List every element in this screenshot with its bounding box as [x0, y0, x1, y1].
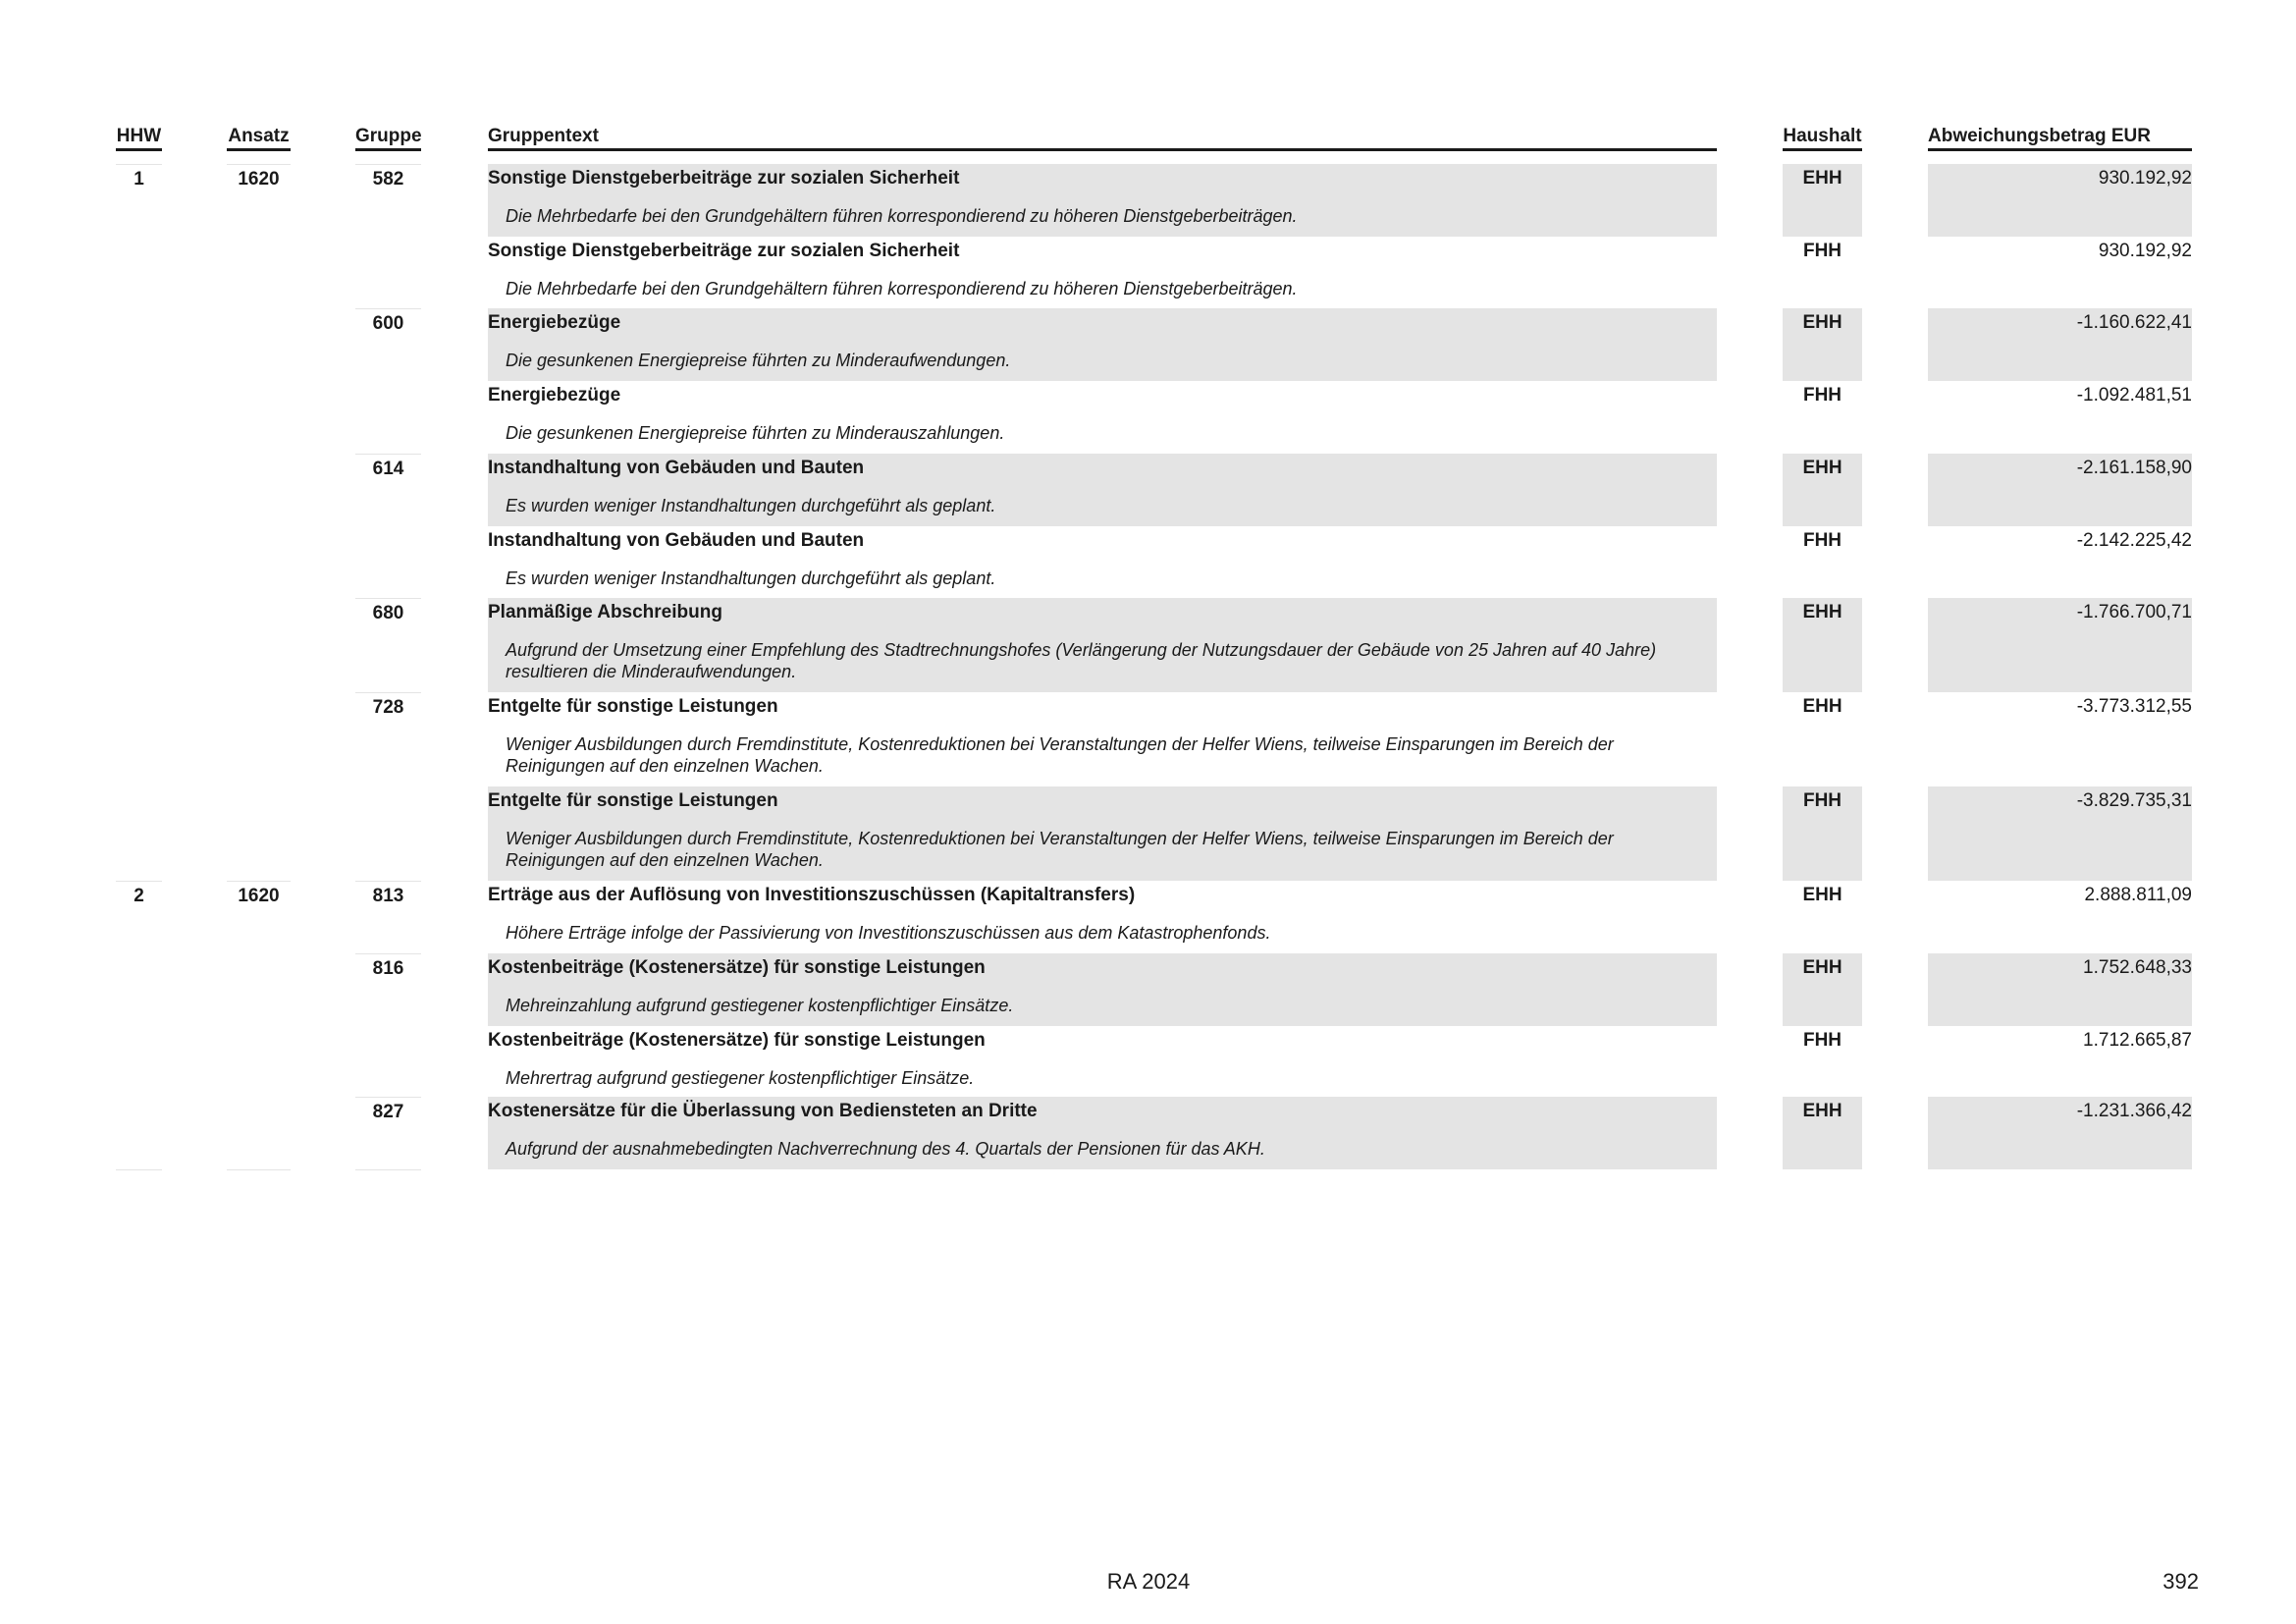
cell-ansatz: 1620 [227, 164, 291, 237]
cell-gruppe: 816 [355, 953, 421, 1026]
cell-gruppentext [488, 598, 1717, 692]
cell-betrag: 1.712.665,87 [2083, 1030, 2192, 1051]
cell-hhw [116, 692, 162, 786]
table-row [0, 881, 2296, 953]
cell-haushalt: EHH [1783, 598, 1862, 692]
page-number: 392 [2163, 1569, 2199, 1594]
row-title: Sonstige Dienstgeberbeiträge zur sozialen Sicherheit [488, 241, 960, 261]
cell-haushalt: FHH [1802, 1030, 1842, 1051]
cell-haushalt: FHH [1802, 530, 1842, 551]
cell-betrag: 930.192,92 [2098, 241, 2192, 261]
cell-hhw [116, 381, 162, 454]
cell-gruppentext [488, 692, 1717, 786]
cell-gruppe: 680 [355, 598, 421, 692]
cell-hhw [116, 1026, 162, 1097]
row-description: Mehreinzahlung aufgrund gestiegener kostenpflichtiger Einsätze. [506, 996, 1014, 1015]
cell-ansatz: 1620 [227, 881, 291, 953]
table-row [0, 164, 2296, 237]
cell-gruppe: 614 [355, 454, 421, 526]
cell-betrag: -1.092.481,51 [2076, 385, 2192, 406]
cell-gruppentext [488, 164, 1717, 237]
header-gruppe: Gruppe [355, 126, 421, 151]
end-line-hhw [116, 1169, 162, 1170]
row-title: Instandhaltung von Gebäuden und Bauten [488, 530, 865, 551]
row-title: Energiebezüge [488, 312, 621, 333]
cell-haushalt: EHH [1783, 953, 1862, 1026]
cell-gruppentext [488, 953, 1717, 1026]
cell-ansatz [227, 598, 291, 692]
cell-gruppe [355, 526, 421, 598]
table-row [0, 1026, 2296, 1097]
table-row [0, 786, 2296, 881]
cell-betrag: -2.161.158,90 [1928, 454, 2192, 526]
cell-gruppentext [488, 1097, 1717, 1169]
row-title: Entgelte für sonstige Leistungen [488, 696, 778, 717]
cell-hhw: 2 [116, 881, 162, 953]
cell-betrag: 1.752.648,33 [1928, 953, 2192, 1026]
cell-haushalt: FHH [1802, 241, 1842, 261]
cell-haushalt: EHH [1783, 1097, 1862, 1169]
row-title: Kostenbeiträge (Kostenersätze) für sonstige Leistungen [488, 957, 986, 978]
cell-hhw [116, 526, 162, 598]
row-title: Erträge aus der Auflösung von Investitionszuschüssen (Kapitaltransfers) [488, 885, 1136, 905]
table-row [0, 526, 2296, 598]
cell-gruppe: 600 [355, 308, 421, 381]
row-description: Höhere Erträge infolge der Passivierung von Investitionszuschüssen aus dem Katastrophenfonds. [506, 923, 1271, 943]
table-row [0, 1097, 2296, 1169]
row-title: Kostenersätze für die Überlassung von Bediensteten an Dritte [488, 1101, 1038, 1121]
cell-betrag: 930.192,92 [1928, 164, 2192, 237]
row-description: Die gesunkenen Energiepreise führten zu Minderauszahlungen. [506, 423, 1005, 443]
cell-ansatz [227, 308, 291, 381]
row-description: Mehrertrag aufgrund gestiegener kostenpflichtiger Einsätze. [506, 1068, 975, 1088]
cell-haushalt: EHH [1783, 308, 1862, 381]
cell-gruppe: 813 [355, 881, 421, 953]
table-row [0, 598, 2296, 692]
table-row [0, 953, 2296, 1026]
cell-hhw: 1 [116, 164, 162, 237]
cell-gruppentext [488, 237, 1717, 308]
cell-gruppentext [488, 1026, 1717, 1097]
row-title: Entgelte für sonstige Leistungen [488, 790, 778, 811]
cell-gruppe [355, 786, 421, 881]
table-row [0, 454, 2296, 526]
cell-gruppe: 728 [355, 692, 421, 786]
cell-ansatz [227, 786, 291, 881]
cell-gruppentext [488, 881, 1717, 953]
table-row [0, 381, 2296, 454]
cell-ansatz [227, 454, 291, 526]
cell-ansatz [227, 1026, 291, 1097]
cell-gruppe [355, 381, 421, 454]
end-line-ansatz [227, 1169, 291, 1170]
header-ansatz: Ansatz [227, 126, 291, 151]
row-description: Aufgrund der ausnahmebedingten Nachverrechnung des 4. Quartals der Pensionen für das AKH. [506, 1139, 1265, 1159]
cell-hhw [116, 786, 162, 881]
cell-gruppe: 582 [355, 164, 421, 237]
cell-ansatz [227, 237, 291, 308]
cell-ansatz [227, 953, 291, 1026]
row-title: Instandhaltung von Gebäuden und Bauten [488, 458, 865, 478]
row-description: Die Mehrbedarfe bei den Grundgehältern führen korrespondierend zu höheren Dienstgeberbeiträgen. [506, 279, 1298, 298]
cell-gruppentext [488, 454, 1717, 526]
row-title: Kostenbeiträge (Kostenersätze) für sonstige Leistungen [488, 1030, 986, 1051]
table-row [0, 692, 2296, 786]
cell-ansatz [227, 526, 291, 598]
header-haushalt: Haushalt [1783, 126, 1862, 151]
cell-hhw [116, 237, 162, 308]
footer-report-title: RA 2024 [1106, 1569, 1191, 1594]
header-hhw: HHW [116, 126, 162, 151]
row-title: Energiebezüge [488, 385, 621, 406]
cell-hhw [116, 308, 162, 381]
cell-gruppentext [488, 786, 1717, 881]
cell-betrag: -2.142.225,42 [2076, 530, 2192, 551]
end-line-gruppe [355, 1169, 421, 1170]
cell-haushalt: FHH [1802, 385, 1842, 406]
cell-gruppe: 827 [355, 1097, 421, 1169]
cell-betrag: -3.829.735,31 [1928, 786, 2192, 881]
cell-hhw [116, 953, 162, 1026]
cell-haushalt: FHH [1783, 786, 1862, 881]
cell-ansatz [227, 1097, 291, 1169]
cell-betrag: -1.160.622,41 [1928, 308, 2192, 381]
row-title: Planmäßige Abschreibung [488, 602, 722, 623]
cell-haushalt: EHH [1802, 885, 1842, 905]
row-description: Weniger Ausbildungen durch Fremdinstitute, Kostenreduktionen bei Veranstaltungen der Helfer Wiens, teilweise Einsparungen im Bereich der Reinigungen auf den einzelnen Wachen. [506, 829, 1614, 870]
row-description: Es wurden weniger Instandhaltungen durchgeführt als geplant. [506, 568, 996, 588]
cell-hhw [116, 1097, 162, 1169]
cell-ansatz [227, 381, 291, 454]
table-row [0, 308, 2296, 381]
table-row [0, 237, 2296, 308]
cell-betrag: -1.231.366,42 [1928, 1097, 2192, 1169]
cell-gruppe [355, 1026, 421, 1097]
cell-gruppentext [488, 308, 1717, 381]
cell-gruppe [355, 237, 421, 308]
table-header [0, 126, 2296, 151]
row-description: Es wurden weniger Instandhaltungen durchgeführt als geplant. [506, 496, 996, 515]
cell-hhw [116, 598, 162, 692]
cell-gruppentext [488, 381, 1717, 454]
row-description: Die gesunkenen Energiepreise führten zu Minderaufwendungen. [506, 351, 1011, 370]
header-gruppentext: Gruppentext [488, 126, 1717, 151]
cell-gruppentext [488, 526, 1717, 598]
cell-haushalt: EHH [1802, 696, 1842, 717]
cell-haushalt: EHH [1783, 454, 1862, 526]
cell-betrag: -3.773.312,55 [2076, 696, 2192, 717]
cell-betrag: -1.766.700,71 [1928, 598, 2192, 692]
cell-hhw [116, 454, 162, 526]
row-description: Weniger Ausbildungen durch Fremdinstitute, Kostenreduktionen bei Veranstaltungen der Helfer Wiens, teilweise Einsparungen im Bereich der Reinigungen auf den einzelnen Wachen. [506, 734, 1614, 776]
cell-betrag: 2.888.811,09 [2084, 885, 2192, 905]
row-description: Die Mehrbedarfe bei den Grundgehältern führen korrespondierend zu höheren Dienstgeberbeiträgen. [506, 206, 1298, 226]
row-description: Aufgrund der Umsetzung einer Empfehlung des Stadtrechnungshofes (Verlängerung der Nutzungsdauer der Gebäude von 25 Jahren auf 40 Jahre) resultieren die Minderaufwendungen. [506, 640, 1657, 681]
cell-haushalt: EHH [1783, 164, 1862, 237]
cell-ansatz [227, 692, 291, 786]
header-betrag: Abweichungsbetrag EUR [1928, 126, 2192, 151]
row-title: Sonstige Dienstgeberbeiträge zur sozialen Sicherheit [488, 168, 960, 189]
